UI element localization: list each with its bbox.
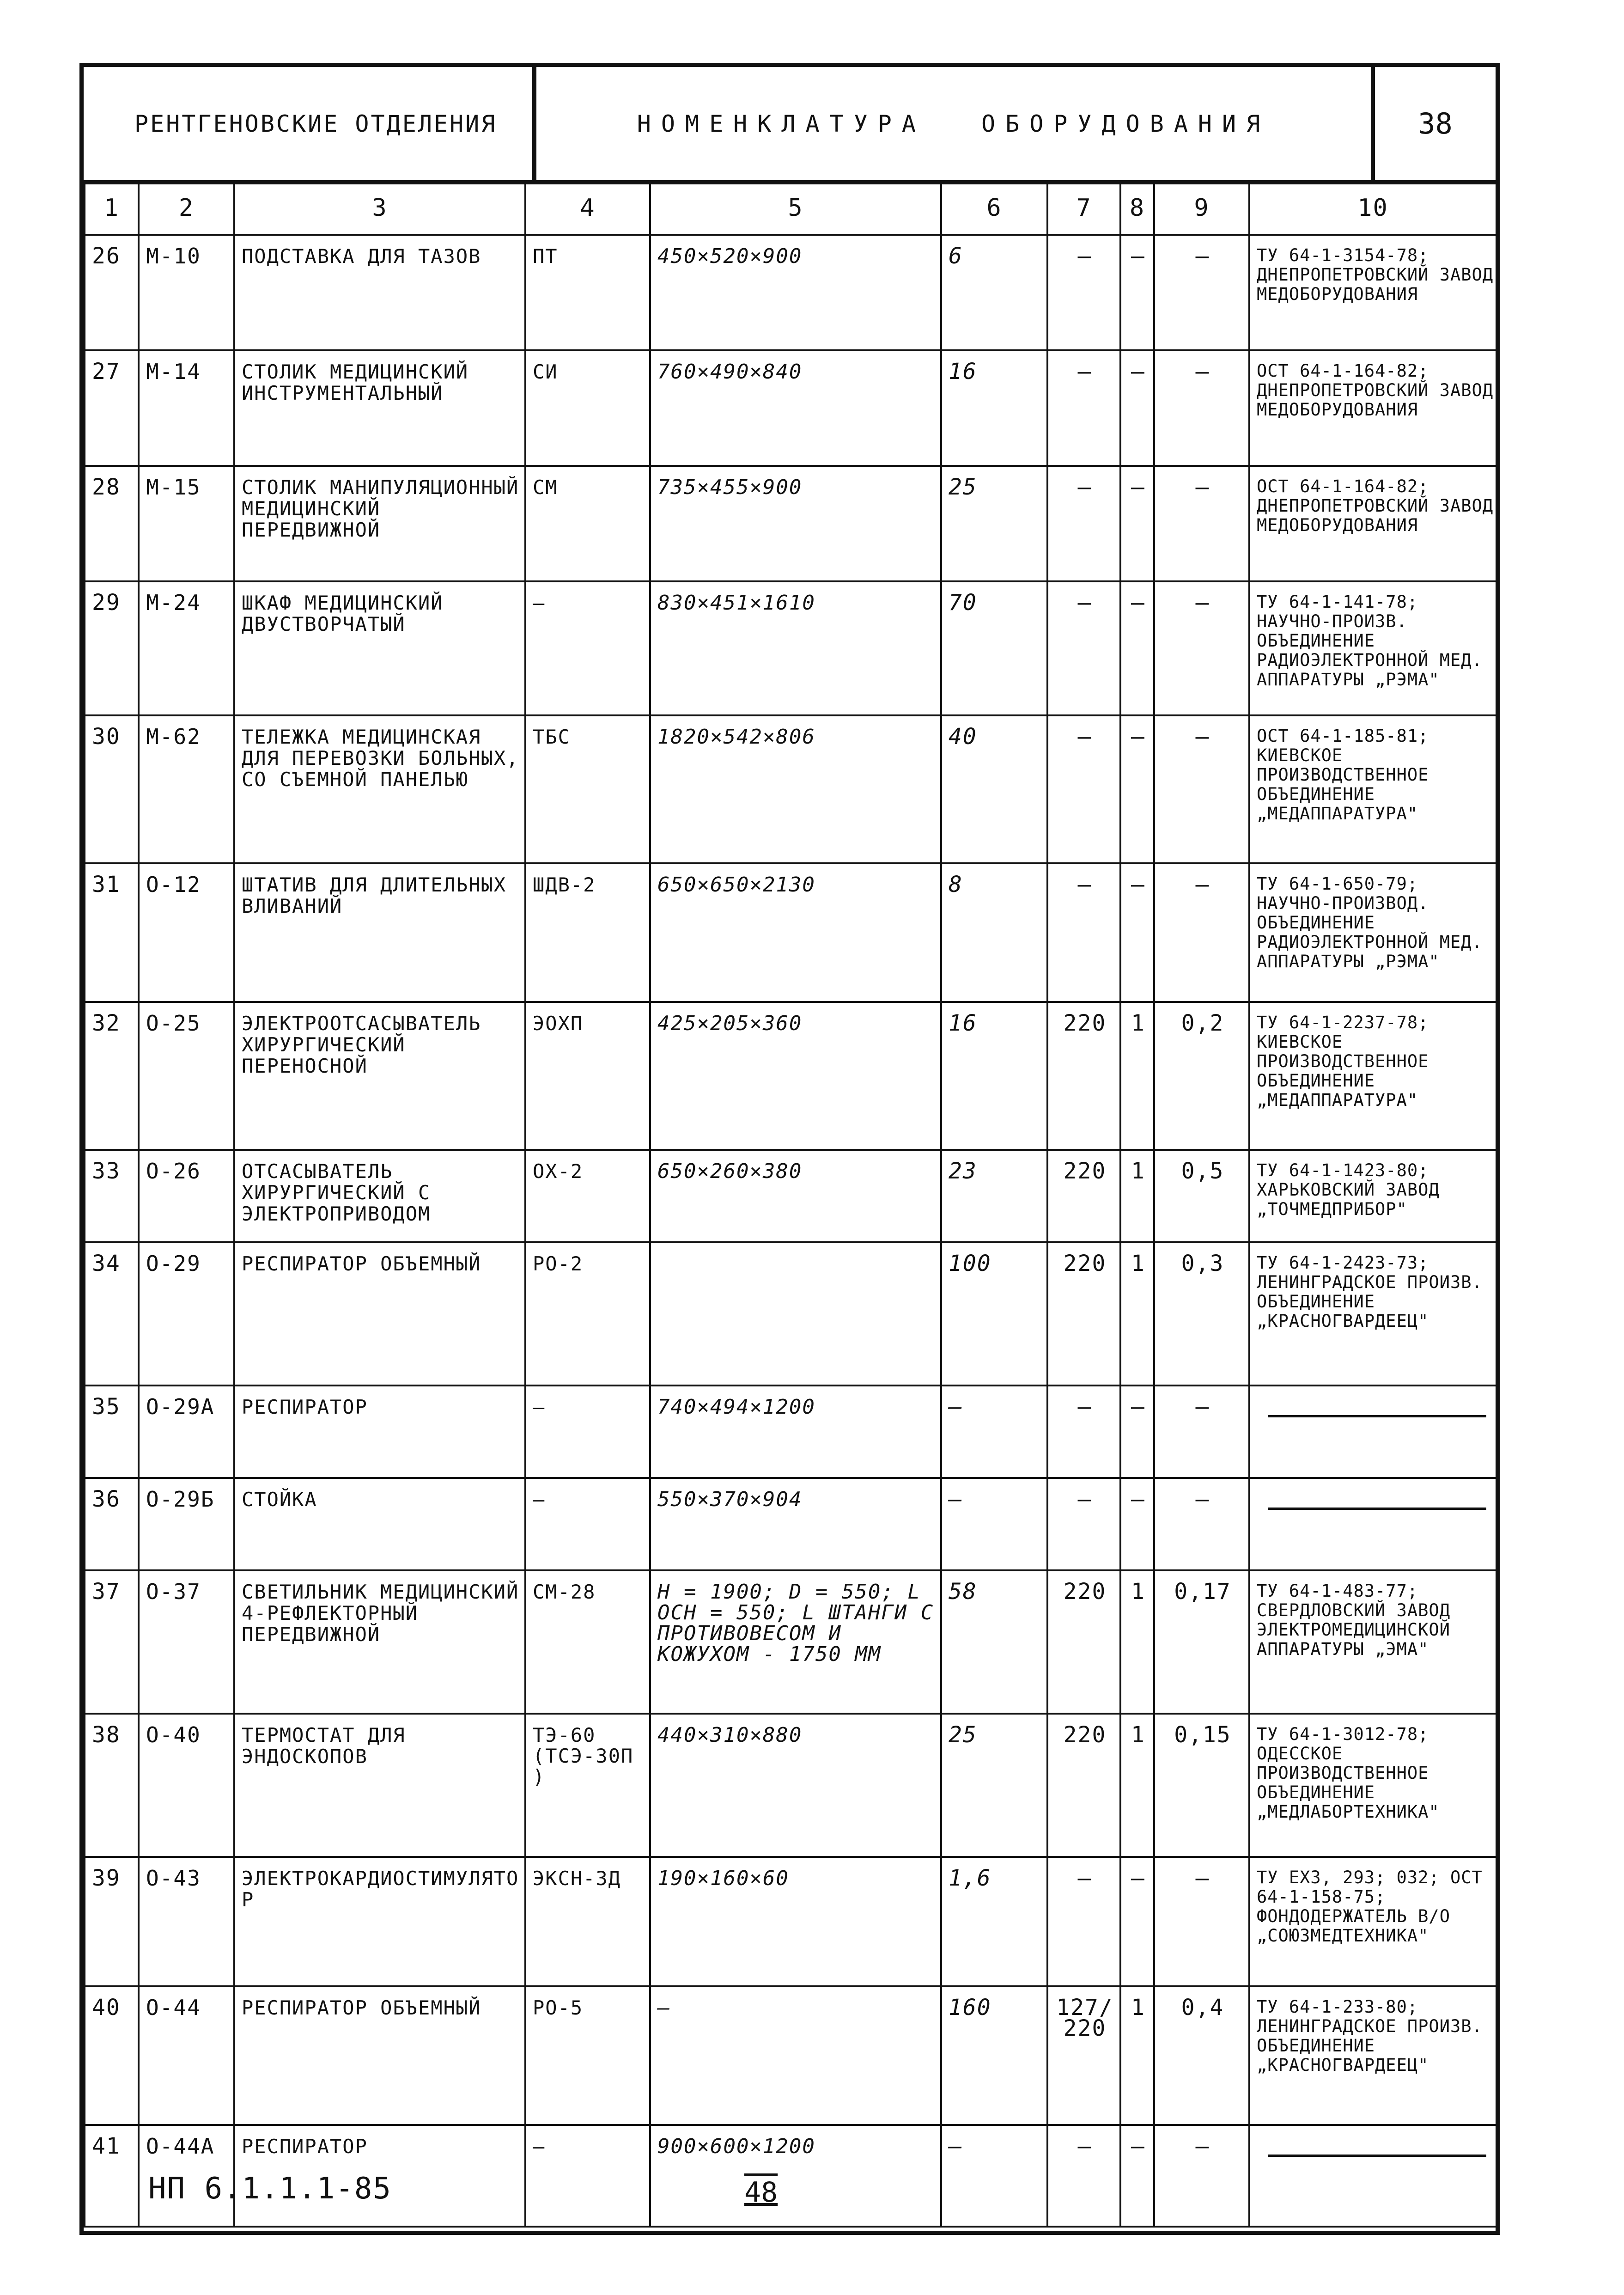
power: — [1154, 863, 1249, 1002]
item-type: ЭКСН-3Д [525, 1857, 650, 1986]
item-dimensions: 900×600×1200 [650, 2125, 941, 2227]
power: — [1154, 715, 1249, 863]
item-quantity: 23 [941, 1150, 1047, 1242]
row-number: 36 [85, 1478, 139, 1570]
item-code: О-44 [139, 1986, 234, 2125]
phase: — [1120, 2125, 1154, 2227]
voltage: — [1047, 715, 1120, 863]
item-quantity: 25 [941, 1714, 1047, 1857]
item-name: ОТСАСЫВАТЕЛЬ ХИРУРГИЧЕСКИЙ С ЭЛЕКТРОПРИВОДОМ [234, 1150, 525, 1242]
table-row [85, 1242, 1496, 1386]
standard-note: ТУ 64-1-2237-78; КИЕВСКОЕ ПРОИЗВОДСТВЕННОЕ ОБЪЕДИНЕНИЕ „МЕДАППАРАТУРА" [1249, 1002, 1496, 1150]
standard-note: ТУ 64-1-233-80; ЛЕНИНГРАДСКОЕ ПРОИЗВ. ОБЪЕДИНЕНИЕ „КРАСНОГВАРДЕЕЦ" [1249, 1986, 1496, 2125]
table-row [85, 1002, 1496, 1150]
power: — [1154, 350, 1249, 466]
item-code: О-43 [139, 1857, 234, 1986]
column-number: 6 [941, 181, 1047, 235]
item-dimensions: Н = 1900; D = 550; L ОСН = 550; L ШТАНГИ С ПРОТИВОВЕСОМ И КОЖУХОМ - 1750 ММ [650, 1570, 941, 1714]
item-quantity: 100 [941, 1242, 1047, 1386]
document-title-part-2: ОБОРУДОВАНИЯ [981, 110, 1271, 137]
row-number: 27 [85, 350, 139, 466]
item-code: М-24 [139, 581, 234, 715]
power: 0,4 [1154, 1986, 1249, 2125]
power: 0,2 [1154, 1002, 1249, 1150]
page-number: 48 [744, 2176, 778, 2209]
document-title [536, 67, 1375, 180]
item-type: РО-5 [525, 1986, 650, 2125]
item-quantity: 70 [941, 581, 1047, 715]
voltage: — [1047, 863, 1120, 1002]
equipment-table [84, 180, 1497, 2228]
item-quantity: — [941, 1386, 1047, 1478]
column-number: 1 [85, 181, 139, 235]
item-code: М-14 [139, 350, 234, 466]
row-number: 32 [85, 1002, 139, 1150]
table-row [85, 1478, 1496, 1570]
voltage: 220 [1047, 1570, 1120, 1714]
column-number: 7 [1047, 181, 1120, 235]
item-code: О-26 [139, 1150, 234, 1242]
column-number-row [85, 181, 1496, 235]
sheet-footer [84, 2152, 1496, 2231]
item-quantity: 6 [941, 235, 1047, 350]
phase: — [1120, 715, 1154, 863]
item-code: О-37 [139, 1570, 234, 1714]
document-code: НП 6.1.1.1-85 [148, 2172, 392, 2206]
item-name: РЕСПИРАТОР ОБЪЕМНЫЙ [234, 1986, 525, 2125]
phase: 1 [1120, 1570, 1154, 1714]
item-name: СТОЙКА [234, 1478, 525, 1570]
item-name: РЕСПИРАТОР ОБЪЕМНЫЙ [234, 1242, 525, 1386]
item-name: СВЕТИЛЬНИК МЕДИЦИНСКИЙ 4-РЕФЛЕКТОРНЫЙ ПЕРЕДВИЖНОЙ [234, 1570, 525, 1714]
item-quantity: 25 [941, 466, 1047, 581]
phase: — [1120, 235, 1154, 350]
power: 0,5 [1154, 1150, 1249, 1242]
item-quantity: 8 [941, 863, 1047, 1002]
item-type: ТЭ-60 (ТСЭ-30П) [525, 1714, 650, 1857]
item-code: О-29А [139, 1386, 234, 1478]
item-dimensions: 1820×542×806 [650, 715, 941, 863]
document-title-part-1: НОМЕНКЛАТУРА [637, 110, 926, 137]
item-type: СИ [525, 350, 650, 466]
item-code: О-29Б [139, 1478, 234, 1570]
phase: 1 [1120, 1986, 1154, 2125]
phase: 1 [1120, 1002, 1154, 1150]
item-name: ШТАТИВ ДЛЯ ДЛИТЕЛЬНЫХ ВЛИВАНИЙ [234, 863, 525, 1002]
standard-note: ТУ 64-1-483-77; СВЕРДЛОВСКИЙ ЗАВОД ЭЛЕКТРОМЕДИЦИНСКОЙ АППАРАТУРЫ „ЭМА" [1249, 1570, 1496, 1714]
row-number: 40 [85, 1986, 139, 2125]
item-type: — [525, 2125, 650, 2227]
section-title: РЕНТГЕНОВСКИЕ ОТДЕЛЕНИЯ [84, 67, 536, 180]
item-quantity: 40 [941, 715, 1047, 863]
standard-note: ТУ 64-1-650-79; НАУЧНО-ПРОИЗВОД. ОБЪЕДИНЕНИЕ РАДИОЭЛЕКТРОННОЙ МЕД. АППАРАТУРЫ „РЭМА" [1249, 863, 1496, 1002]
phase: 1 [1120, 1242, 1154, 1386]
column-number: 5 [650, 181, 941, 235]
phase: — [1120, 863, 1154, 1002]
voltage: — [1047, 350, 1120, 466]
item-name: ЭЛЕКТРОКАРДИОСТИМУЛЯТОР [234, 1857, 525, 1986]
phase: — [1120, 466, 1154, 581]
item-code: О-44А [139, 2125, 234, 2227]
table-row [85, 1857, 1496, 1986]
voltage: 220 [1047, 1714, 1120, 1857]
power: 0,3 [1154, 1242, 1249, 1386]
standard-note [1249, 1386, 1496, 1478]
voltage: — [1047, 466, 1120, 581]
item-code: М-10 [139, 235, 234, 350]
voltage: 220 [1047, 1242, 1120, 1386]
item-type: ЭОХП [525, 1002, 650, 1150]
table-row [85, 1386, 1496, 1478]
item-dimensions: 650×260×380 [650, 1150, 941, 1242]
voltage: 220 [1047, 1150, 1120, 1242]
phase: 1 [1120, 1150, 1154, 1242]
item-dimensions: 760×490×840 [650, 350, 941, 466]
standard-note: ТУ 64-1-3154-78; ДНЕПРОПЕТРОВСКИЙ ЗАВОД МЕДОБОРУДОВАНИЯ [1249, 235, 1496, 350]
table-row [85, 1986, 1496, 2125]
table-row [85, 863, 1496, 1002]
power: 0,15 [1154, 1714, 1249, 1857]
standard-note: ОСТ 64-1-164-82; ДНЕПРОПЕТРОВСКИЙ ЗАВОД МЕДОБОРУДОВАНИЯ [1249, 350, 1496, 466]
item-code: О-29 [139, 1242, 234, 1386]
voltage: — [1047, 235, 1120, 350]
voltage: — [1047, 1857, 1120, 1986]
column-number: 8 [1120, 181, 1154, 235]
item-quantity: — [941, 1478, 1047, 1570]
voltage: — [1047, 2125, 1120, 2227]
row-number: 26 [85, 235, 139, 350]
column-number: 4 [525, 181, 650, 235]
item-name: СТОЛИК МЕДИЦИНСКИЙ ИНСТРУМЕНТАЛЬНЫЙ [234, 350, 525, 466]
row-number: 37 [85, 1570, 139, 1714]
item-dimensions: 740×494×1200 [650, 1386, 941, 1478]
voltage: 127/220 [1047, 1986, 1120, 2125]
row-number: 28 [85, 466, 139, 581]
item-code: М-62 [139, 715, 234, 863]
item-quantity: 16 [941, 1002, 1047, 1150]
equipment-table-body [85, 181, 1496, 2227]
item-name: ШКАФ МЕДИЦИНСКИЙ ДВУСТВОРЧАТЫЙ [234, 581, 525, 715]
item-name: ПОДСТАВКА ДЛЯ ТАЗОВ [234, 235, 525, 350]
power: — [1154, 1478, 1249, 1570]
item-type: ТБС [525, 715, 650, 863]
power: — [1154, 1857, 1249, 1986]
item-name: РЕСПИРАТОР [234, 2125, 525, 2227]
item-dimensions [650, 1242, 941, 1386]
item-quantity: 58 [941, 1570, 1047, 1714]
column-number: 3 [234, 181, 525, 235]
row-number: 29 [85, 581, 139, 715]
table-row [85, 581, 1496, 715]
standard-note [1249, 1478, 1496, 1570]
column-number: 9 [1154, 181, 1249, 235]
table-row [85, 715, 1496, 863]
item-dimensions: 440×310×880 [650, 1714, 941, 1857]
document-sheet [79, 63, 1500, 2235]
item-dimensions: 450×520×900 [650, 235, 941, 350]
phase: — [1120, 1386, 1154, 1478]
row-number: 30 [85, 715, 139, 863]
voltage: 220 [1047, 1002, 1120, 1150]
power: — [1154, 466, 1249, 581]
phase: — [1120, 1857, 1154, 1986]
phase: — [1120, 1478, 1154, 1570]
item-code: О-25 [139, 1002, 234, 1150]
table-row [85, 350, 1496, 466]
sheet-number: 38 [1418, 107, 1453, 140]
blank-line [1268, 1415, 1486, 1417]
phase: — [1120, 350, 1154, 466]
standard-note: ТУ 64-1-3012-78; ОДЕССКОЕ ПРОИЗВОДСТВЕННОЕ ОБЪЕДИНЕНИЕ „МЕДЛАБОРТЕХНИКА" [1249, 1714, 1496, 1857]
item-quantity: 1,6 [941, 1857, 1047, 1986]
item-dimensions: 735×455×900 [650, 466, 941, 581]
item-type: СМ [525, 466, 650, 581]
item-name: РЕСПИРАТОР [234, 1386, 525, 1478]
item-quantity: 16 [941, 350, 1047, 466]
item-type: СМ-28 [525, 1570, 650, 1714]
item-name: ТЕЛЕЖКА МЕДИЦИНСКАЯ ДЛЯ ПЕРЕВОЗКИ БОЛЬНЫХ, СО СЪЕМНОЙ ПАНЕЛЬЮ [234, 715, 525, 863]
row-number: 33 [85, 1150, 139, 1242]
table-row [85, 1150, 1496, 1242]
item-type: ОХ-2 [525, 1150, 650, 1242]
item-dimensions: 425×205×360 [650, 1002, 941, 1150]
item-type: — [525, 581, 650, 715]
item-quantity: — [941, 2125, 1047, 2227]
phase: 1 [1120, 1714, 1154, 1857]
table-row [85, 466, 1496, 581]
voltage: — [1047, 1386, 1120, 1478]
row-number: 35 [85, 1386, 139, 1478]
power: — [1154, 581, 1249, 715]
item-name: ТЕРМОСТАТ ДЛЯ ЭНДОСКОПОВ [234, 1714, 525, 1857]
blank-line [1268, 1508, 1486, 1510]
item-dimensions: 190×160×60 [650, 1857, 941, 1986]
row-number: 41 [85, 2125, 139, 2227]
power: — [1154, 2125, 1249, 2227]
item-name: СТОЛИК МАНИПУЛЯЦИОННЫЙ МЕДИЦИНСКИЙ ПЕРЕДВИЖНОЙ [234, 466, 525, 581]
row-number: 31 [85, 863, 139, 1002]
row-number: 34 [85, 1242, 139, 1386]
column-number: 2 [139, 181, 234, 235]
power: 0,17 [1154, 1570, 1249, 1714]
item-dimensions: 650×650×2130 [650, 863, 941, 1002]
item-type: — [525, 1386, 650, 1478]
table-row [85, 1714, 1496, 1857]
standard-note: ОСТ 64-1-164-82; ДНЕПРОПЕТРОВСКИЙ ЗАВОД МЕДОБОРУДОВАНИЯ [1249, 466, 1496, 581]
phase: — [1120, 581, 1154, 715]
voltage: — [1047, 1478, 1120, 1570]
standard-note: ОСТ 64-1-185-81; КИЕВСКОЕ ПРОИЗВОДСТВЕННОЕ ОБЪЕДИНЕНИЕ „МЕДАППАРАТУРА" [1249, 715, 1496, 863]
item-dimensions: 830×451×1610 [650, 581, 941, 715]
power: — [1154, 1386, 1249, 1478]
item-type: ШДВ-2 [525, 863, 650, 1002]
table-row [85, 1570, 1496, 1714]
item-code: О-40 [139, 1714, 234, 1857]
sheet-header [84, 67, 1496, 184]
item-dimensions: — [650, 1986, 941, 2125]
item-type: ПТ [525, 235, 650, 350]
table-row [85, 235, 1496, 350]
power: — [1154, 235, 1249, 350]
standard-note: ТУ 64-1-141-78; НАУЧНО-ПРОИЗВ. ОБЪЕДИНЕНИЕ РАДИОЭЛЕКТРОННОЙ МЕД. АППАРАТУРЫ „РЭМА" [1249, 581, 1496, 715]
row-number: 39 [85, 1857, 139, 1986]
item-name: ЭЛЕКТРООТСАСЫВАТЕЛЬ ХИРУРГИЧЕСКИЙ ПЕРЕНОСНОЙ [234, 1002, 525, 1150]
item-code: М-15 [139, 466, 234, 581]
standard-note: ТУ 64-1-2423-73; ЛЕНИНГРАДСКОЕ ПРОИЗВ. ОБЪЕДИНЕНИЕ „КРАСНОГВАРДЕЕЦ" [1249, 1242, 1496, 1386]
standard-note: ТУ 64-1-1423-80; ХАРЬКОВСКИЙ ЗАВОД „ТОЧМЕДПРИБОР" [1249, 1150, 1496, 1242]
item-dimensions: 550×370×904 [650, 1478, 941, 1570]
standard-note: ТУ ЕХЗ, 293; 032; ОСТ 64-1-158-75; ФОНДОДЕРЖАТЕЛЬ В/О „СОЮЗМЕДТЕХНИКА" [1249, 1857, 1496, 1986]
voltage: — [1047, 581, 1120, 715]
item-quantity: 160 [941, 1986, 1047, 2125]
item-type: — [525, 1478, 650, 1570]
row-number: 38 [85, 1714, 139, 1857]
item-code: О-12 [139, 863, 234, 1002]
column-number: 10 [1249, 181, 1496, 235]
item-type: РО-2 [525, 1242, 650, 1386]
